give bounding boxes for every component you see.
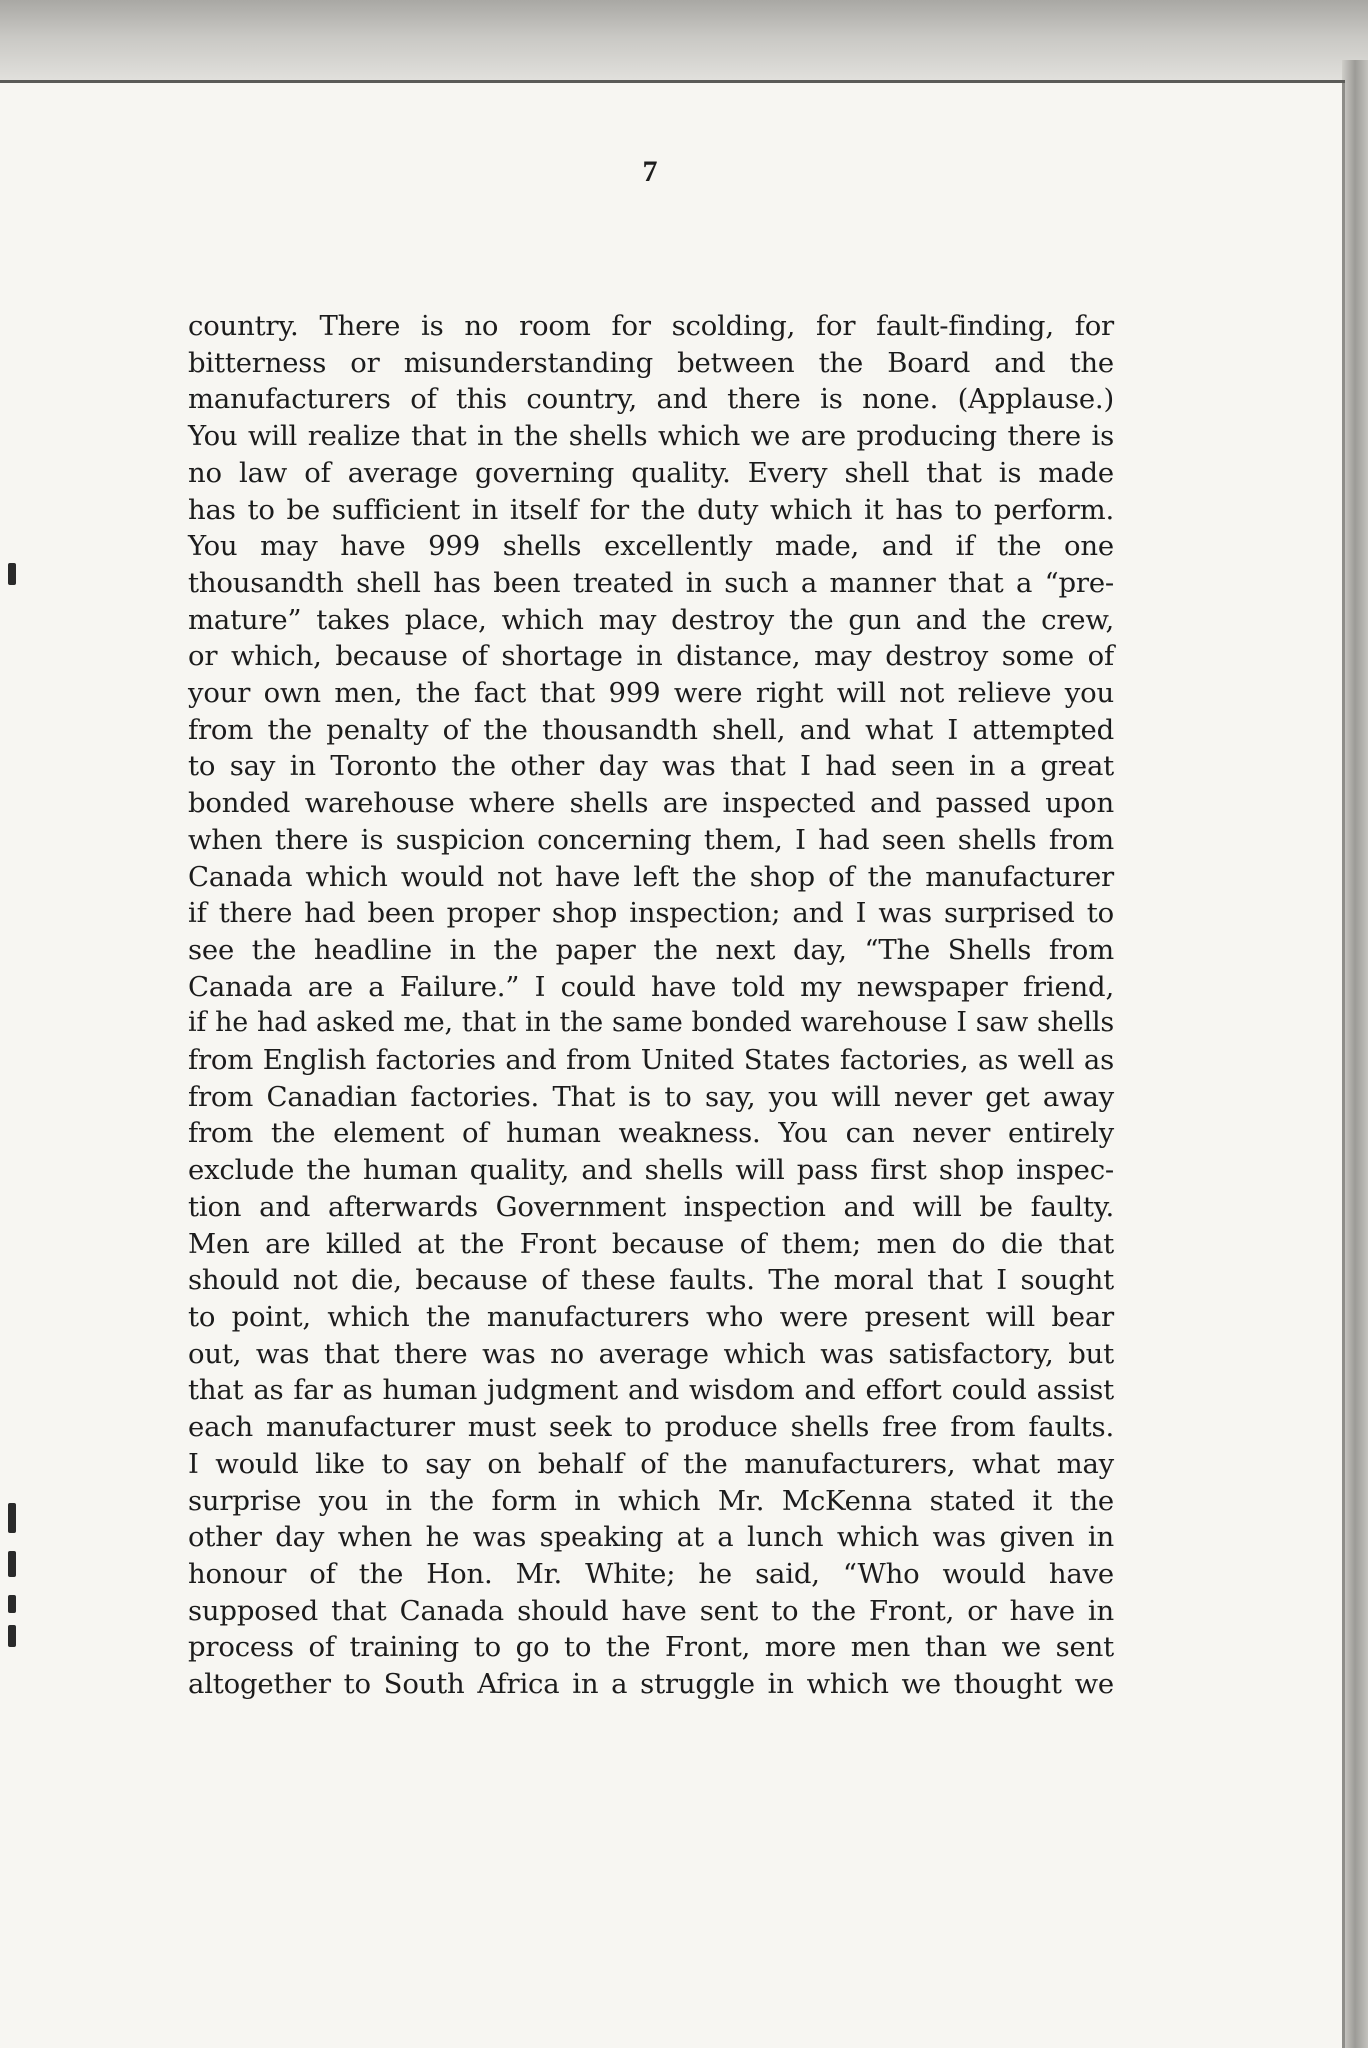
text-line: when there is suspicion concerning them, I had seen shells from: [188, 823, 1114, 856]
text-line: Men are killed at the Front because of them; men do die that: [188, 1227, 1114, 1260]
text-line: bitterness or misunderstanding between the Board and the: [188, 346, 1114, 379]
text-line: no law of average governing quality. Every shell that is made: [188, 456, 1114, 489]
text-line: supposed that Canada should have sent to the Front, or have in: [188, 1594, 1114, 1627]
text-line: altogether to South Africa in a struggle in which we thought we: [188, 1668, 1114, 1701]
text-line: out, was that there was no average which was satisfactory, but: [188, 1337, 1114, 1370]
margin-mark: [8, 1551, 16, 1577]
text-line: from English factories and from United States factories, as well as: [188, 1044, 1114, 1077]
text-line: from the penalty of the thousandth shell, and what I attempted: [188, 713, 1114, 746]
text-line: You will realize that in the shells which we are producing there is: [188, 420, 1114, 453]
scan-top-border: [0, 0, 1368, 82]
margin-mark: [8, 1625, 16, 1647]
text-line: other day when he was speaking at a lunch which was given in: [188, 1521, 1114, 1554]
text-line: has to be sufficient in itself for the duty which it has to perform.: [188, 493, 1114, 526]
text-line: mature” takes place, which may destroy the gun and the crew,: [188, 603, 1114, 636]
text-line: your own men, the fact that 999 were right will not relieve you: [188, 677, 1114, 710]
text-line: each manufacturer must seek to produce shells free from faults.: [188, 1411, 1114, 1444]
text-line: should not die, because of these faults. The moral that I sought: [188, 1264, 1114, 1297]
text-line: exclude the human quality, and shells will pass first shop inspec-: [188, 1154, 1114, 1187]
margin-mark: [8, 1503, 16, 1533]
text-line: Canada are a Failure.” I could have told my newspaper friend,: [188, 970, 1114, 1003]
text-line: from Canadian factories. That is to say, you will never get away: [188, 1080, 1114, 1113]
margin-mark: [8, 563, 16, 585]
text-line: tion and afterwards Government inspection and will be faulty.: [188, 1190, 1114, 1223]
text-line: honour of the Hon. Mr. White; he said, “Who would have: [188, 1557, 1114, 1590]
text-line: or which, because of shortage in distance, may destroy some of: [188, 640, 1114, 673]
page-number: 7: [642, 155, 658, 188]
text-line: bonded warehouse where shells are inspected and passed upon: [188, 787, 1114, 820]
text-line: You may have 999 shells excellently made, and if the one: [188, 530, 1114, 563]
text-line: if there had been proper shop inspection; and I was surprised to: [188, 897, 1114, 930]
body-text: [188, 308, 1114, 1703]
text-line: thousandth shell has been treated in such a manner that a “pre-: [188, 566, 1114, 599]
margin-mark: [8, 1595, 16, 1613]
text-line: Canada which would not have left the shop of the manufacturer: [188, 860, 1114, 893]
text-line: if he had asked me, that in the same bonded warehouse I saw shells: [188, 1007, 1114, 1039]
text-line: I would like to say on behalf of the manufacturers, what may: [188, 1447, 1114, 1480]
text-line: surprise you in the form in which Mr. McKenna stated it the: [188, 1484, 1114, 1517]
text-line: manufacturers of this country, and there is none. (Applause.): [188, 383, 1114, 416]
text-line: to say in Toronto the other day was that I had seen in a great: [188, 750, 1114, 783]
scan-right-edge: [1342, 60, 1368, 2048]
text-line: process of training to go to the Front, more men than we sent: [188, 1631, 1114, 1664]
text-line: that as far as human judgment and wisdom and effort could assist: [188, 1374, 1114, 1407]
text-line: see the headline in the paper the next day, “The Shells from: [188, 933, 1114, 966]
text-line: to point, which the manufacturers who were present will bear: [188, 1300, 1114, 1333]
text-line: from the element of human weakness. You can never entirely: [188, 1117, 1114, 1150]
text-line: country. There is no room for scolding, for fault-finding, for: [188, 310, 1114, 342]
